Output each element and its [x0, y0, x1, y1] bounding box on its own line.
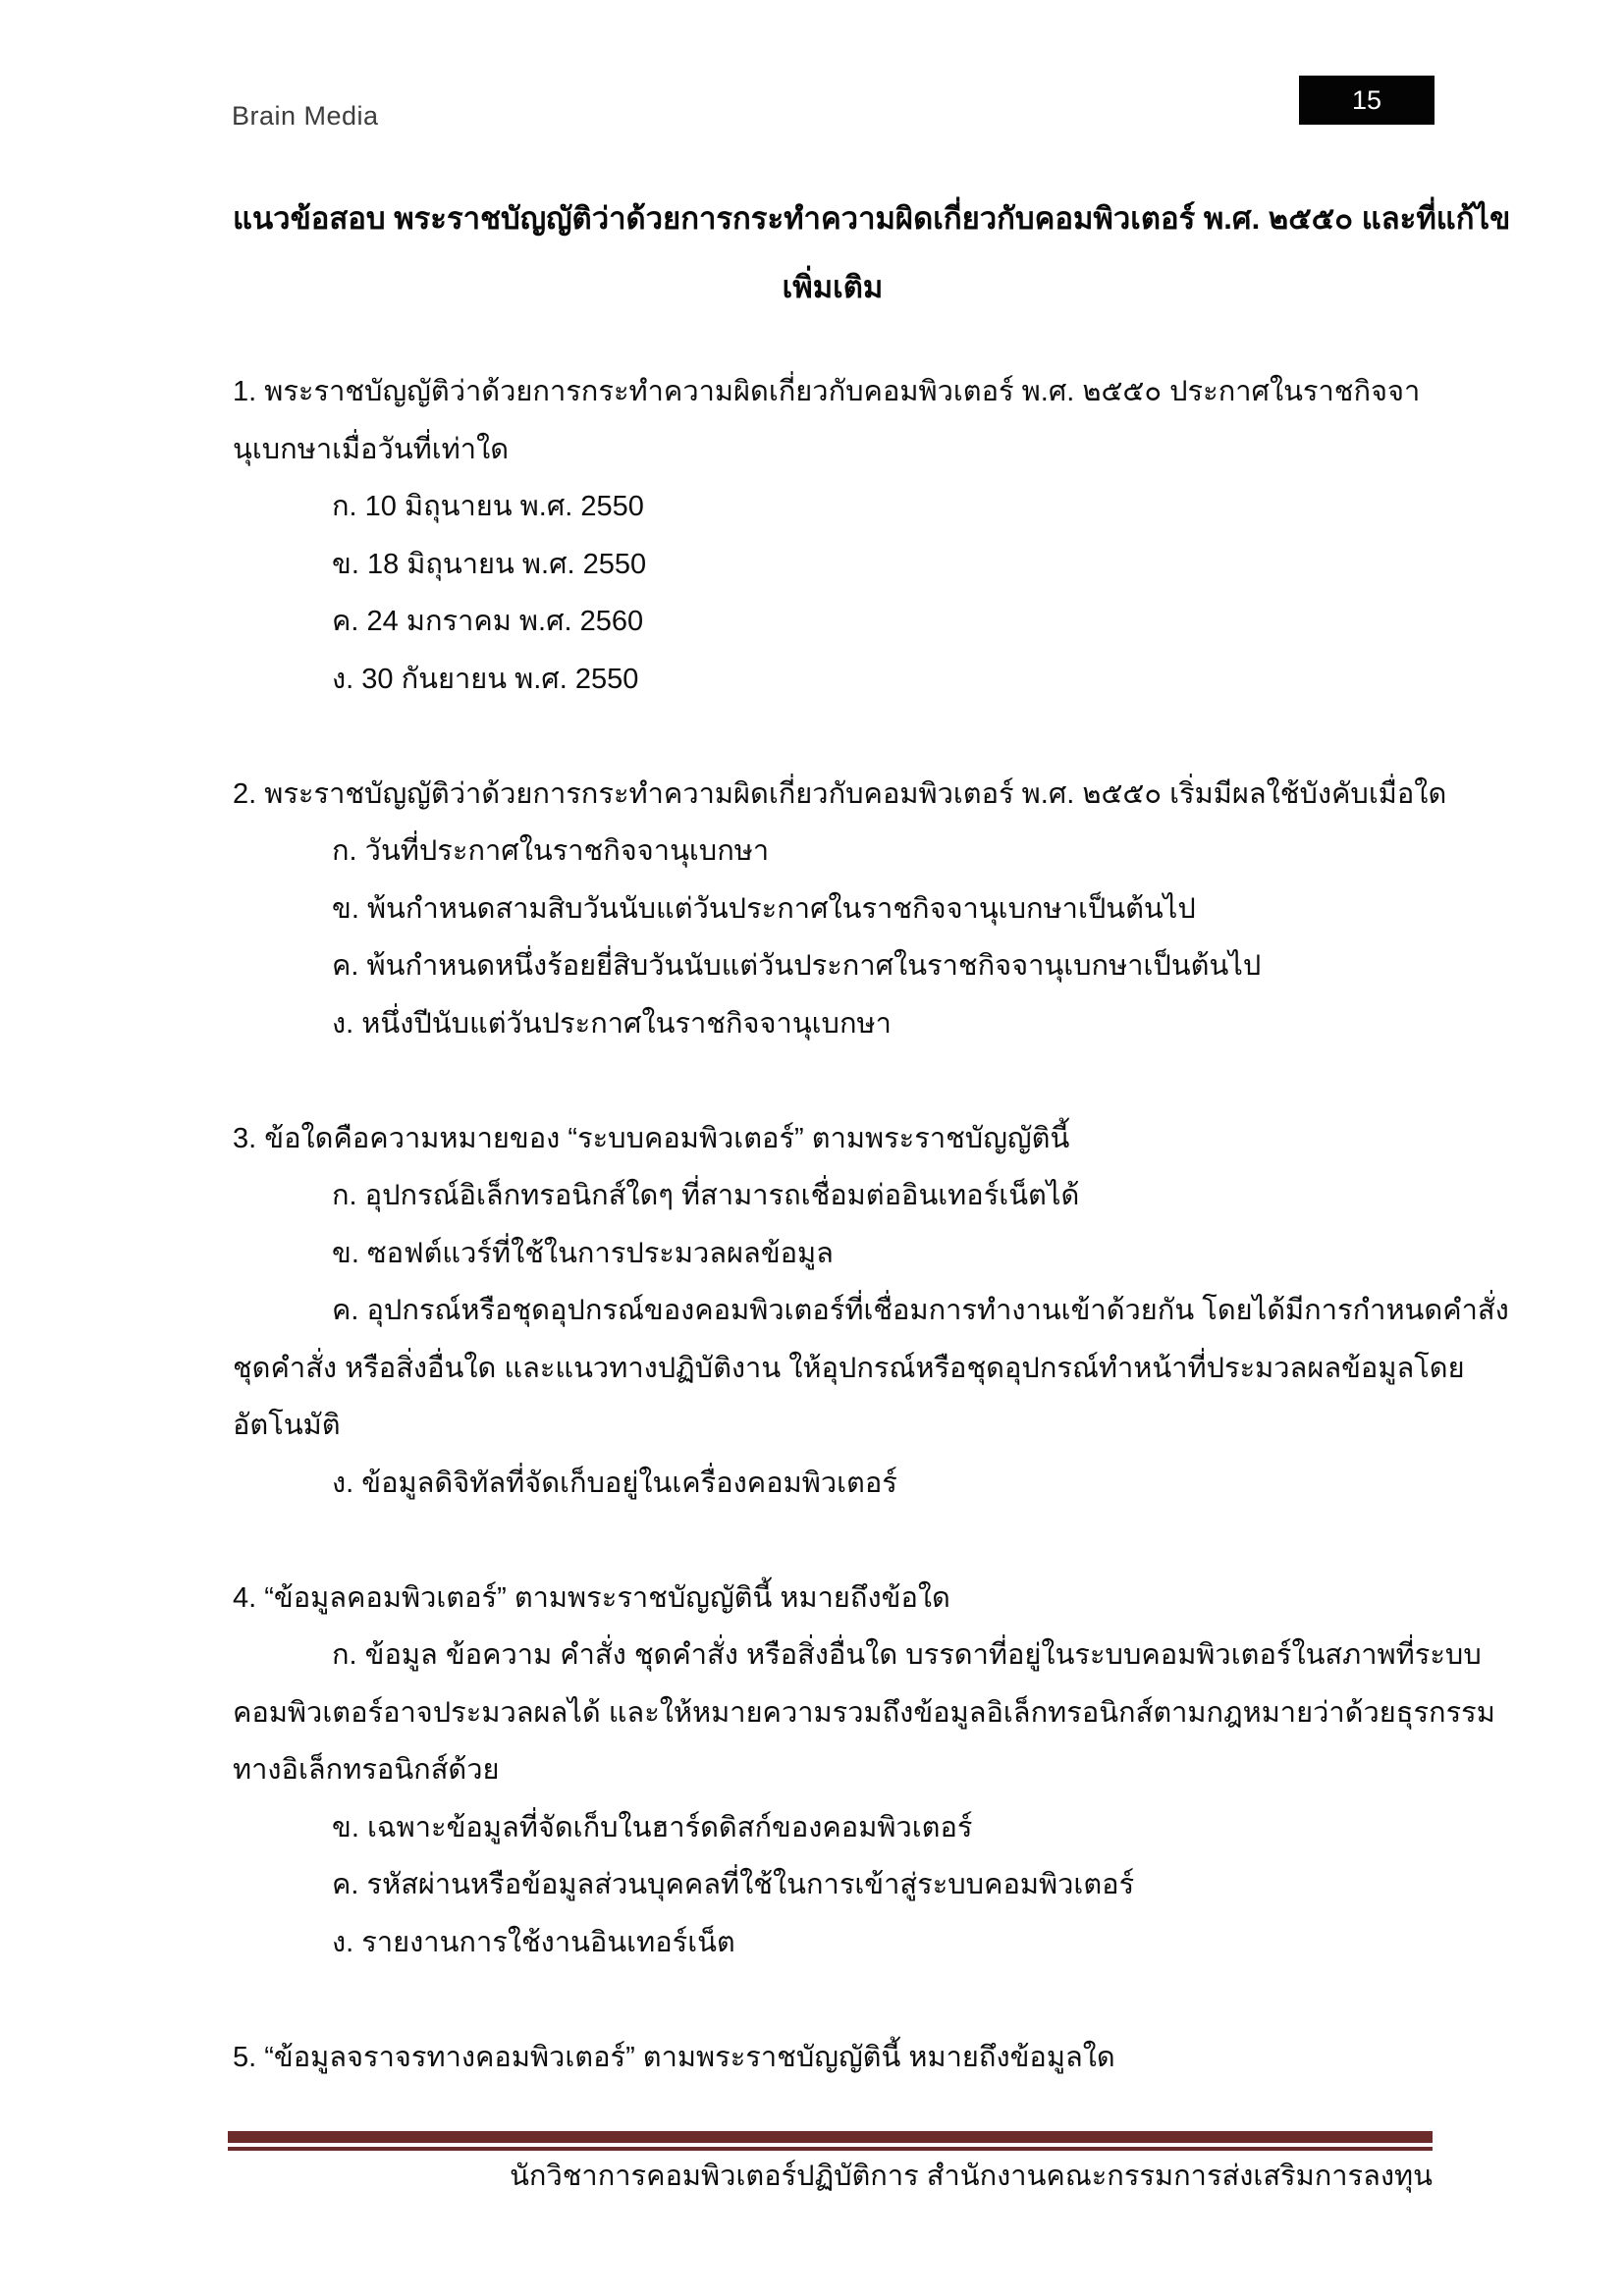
- question-1-choice-line-5: ค. 24 มกราคม พ.ศ. 2560: [332, 606, 644, 637]
- footer-text: นักวิชาการคอมพิวเตอร์ปฏิบัติการ สำนักงานคณะกรรมการส่งเสริมการลงทุน: [510, 2161, 1433, 2192]
- question-3-text-line-6: อัตโนมัติ: [233, 1410, 341, 1441]
- questions-section: [233, 363, 1509, 2086]
- question-2-text-line-1: 2. พระราชบัญญัติว่าด้วยการกระทำความผิดเกี่ยวกับคอมพิวเตอร์ พ.ศ. ๒๕๕๐ เริ่มมีผลใช้บังคับเมื่อใด: [233, 777, 1447, 810]
- question-3-text-line-1: 3. ข้อใดคือความหมายของ “ระบบคอมพิวเตอร์” ตามพระราชบัญญัตินี้: [233, 1122, 1070, 1154]
- question-2-choice-line-4: ค. พ้นกำหนดหนึ่งร้อยยี่สิบวันนับแต่วันประกาศในราชกิจจานุเบกษาเป็นต้นไป: [332, 950, 1262, 982]
- question-1-text-line-2: นุเบกษาเมื่อวันที่เท่าใด: [233, 433, 510, 465]
- question-3-choice-line-4: ค. อุปกรณ์หรือชุดอุปกรณ์ของคอมพิวเตอร์ที่เชื่อมการทำงานเข้าด้วยกัน โดยได้มีการกำหนดคำสั่ง: [332, 1295, 1509, 1326]
- question-3-text-line-5: ชุดคำสั่ง หรือสิ่งอื่นใด และแนวทางปฏิบัติงาน ให้อุปกรณ์หรือชุดอุปกรณ์ทำหน้าที่ประมวลผลข้อมูลโดย: [233, 1352, 1465, 1384]
- question-1-choice-line-6: ง. 30 กันยายน พ.ศ. 2550: [332, 663, 639, 695]
- question-1-choice-line-4: ข. 18 มิถุนายน พ.ศ. 2550: [332, 548, 647, 580]
- question-4-text-line-1: 4. “ข้อมูลคอมพิวเตอร์” ตามพระราชบัญญัตินี้ หมายถึงข้อใด: [233, 1581, 950, 1614]
- question-5-text-line-1: 5. “ข้อมูลจราจรทางคอมพิวเตอร์” ตามพระราชบัญญัตินี้ หมายถึงข้อมูลใด: [233, 2041, 1115, 2073]
- question-4-choice-line-6: ค. รหัสผ่านหรือข้อมูลส่วนบุคคลที่ใช้ในการเข้าสู่ระบบคอมพิวเตอร์: [332, 1869, 1135, 1900]
- title-line-1: แนวข้อสอบ พระราชบัญญัติว่าด้วยการกระทำความผิดเกี่ยวกับคอมพิวเตอร์ พ.ศ. ๒๕๕๐ และที่แก้ไข: [233, 201, 1511, 236]
- question-4-choice-line-2: ก. ข้อมูล ข้อความ คำสั่ง ชุดคำสั่ง หรือสิ่งอื่นใด บรรดาที่อยู่ในระบบคอมพิวเตอร์ในสภาพที่ระบบ: [332, 1639, 1482, 1671]
- question-4-choice-line-5: ข. เฉพาะข้อมูลที่จัดเก็บในฮาร์ดดิสก์ของคอมพิวเตอร์: [332, 1811, 973, 1843]
- question-block-4: [233, 1570, 1495, 1972]
- footer-rule-thin: [228, 2147, 1433, 2151]
- footer-rule-thick: [228, 2131, 1433, 2143]
- question-block-3: [233, 1110, 1509, 1513]
- question-3-choice-line-7: ง. ข้อมูลดิจิทัลที่จัดเก็บอยู่ในเครื่องคอมพิวเตอร์: [332, 1467, 897, 1499]
- question-1-text-line-1: 1. พระราชบัญญัติว่าด้วยการกระทำความผิดเกี่ยวกับคอมพิวเตอร์ พ.ศ. ๒๕๕๐ ประกาศในราชกิจจา: [233, 376, 1421, 407]
- question-block-1: [233, 363, 1433, 708]
- question-4-choice-line-7: ง. รายงานการใช้งานอินเทอร์เน็ต: [332, 1926, 735, 1958]
- brand-text: Brain Media: [232, 101, 379, 131]
- question-block-2: [233, 766, 1447, 1053]
- question-4-text-line-4: ทางอิเล็กทรอนิกส์ด้วย: [233, 1754, 500, 1786]
- question-2-choice-line-2: ก. วันที่ประกาศในราชกิจจานุเบกษา: [332, 835, 770, 867]
- question-1-choice-line-3: ก. 10 มิถุนายน พ.ศ. 2550: [332, 491, 644, 522]
- question-2-choice-line-3: ข. พ้นกำหนดสามสิบวันนับแต่วันประกาศในราชกิจจานุเบกษาเป็นต้นไป: [332, 892, 1196, 925]
- title-line-2: เพิ่มเติม: [782, 270, 884, 304]
- question-3-choice-line-2: ก. อุปกรณ์อิเล็กทรอนิกส์ใดๆ ที่สามารถเชื่อมต่ออินเทอร์เน็ตได้: [332, 1180, 1080, 1211]
- page-number: 15: [1351, 84, 1382, 115]
- page-number-badge: [1299, 76, 1435, 125]
- question-4-text-line-3: คอมพิวเตอร์อาจประมวลผลได้ และให้หมายความรวมถึงข้อมูลอิเล็กทรอนิกส์ตามกฎหมายว่าด้วยธุรกรรม: [233, 1696, 1495, 1729]
- document-title: [233, 185, 1511, 322]
- question-2-choice-line-5: ง. หนึ่งปีนับแต่วันประกาศในราชกิจจานุเบกษา: [332, 1007, 892, 1040]
- question-block-5: [233, 2029, 1433, 2087]
- question-3-choice-line-3: ข. ซอฟต์แวร์ที่ใช้ในการประมวลผลข้อมูล: [332, 1237, 834, 1269]
